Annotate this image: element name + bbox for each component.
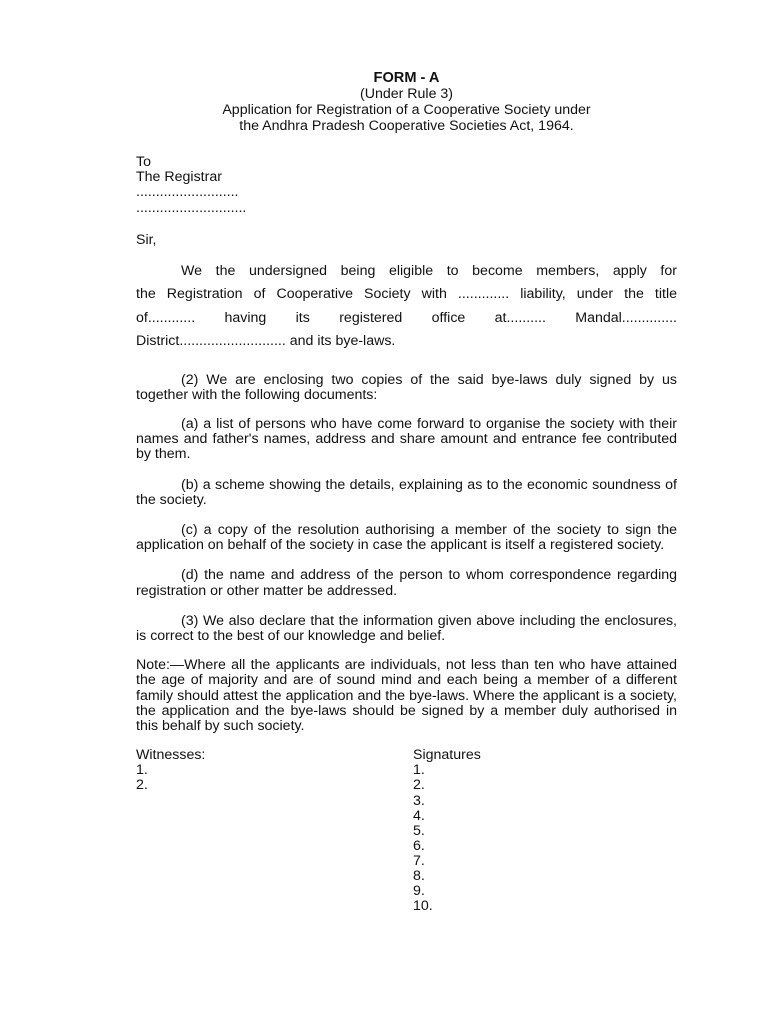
signature-line: 3. (413, 792, 425, 809)
signature-line: 5. (413, 822, 425, 839)
signature-line: 1. (413, 762, 425, 779)
document-item-b: (b) a scheme showing the details, explaining as to the economic soundness of the society. (136, 476, 677, 508)
form-heading-line-1: Application for Registration of a Cooperative Society under (222, 102, 591, 118)
addressee-blank-line-1: .......................... (136, 184, 239, 201)
signature-line: 8. (413, 868, 425, 885)
document-item-c: (c) a copy of the resolution authorising a member of the society to sign the application on behalf of the society in case the applicant is itself a registered society. (136, 522, 677, 554)
salutation: Sir, (136, 231, 157, 248)
intro-line-4: District........................... and its bye-laws. (136, 333, 396, 350)
witness-line: 2. (136, 777, 148, 794)
signature-line: 10. (413, 898, 433, 915)
intro-paragraph (136, 260, 677, 354)
addressee-registrar: The Registrar (136, 169, 222, 186)
document-item-d: (d) the name and address of the person to whom correspondence regarding registration or other matter be addressed. (136, 567, 677, 599)
witnesses-column (136, 748, 205, 793)
paragraph-3: (3) We also declare that the information given above including the enclosures, is correct to the best of our knowledge and belief. (136, 612, 677, 645)
signature-line: 6. (413, 837, 425, 854)
paragraph-2: (2) We are enclosing two copies of the said bye-laws duly signed by us together with the following documents: (136, 371, 677, 403)
signature-line: 7. (413, 852, 425, 869)
signature-line: 9. (413, 883, 425, 900)
signature-line: 2. (413, 777, 425, 794)
document-item-a: (a) a list of persons who have come forward to organise the society with their names and father's names, address and share amount and entrance fee contributed by them. (136, 416, 677, 463)
form-heading-line-2: the Andhra Pradesh Cooperative Societies Act, 1964. (239, 118, 574, 134)
intro-line-2: the Registration of Cooperative Society with ............. liability, under the title (136, 286, 677, 303)
witnesses-heading: Witnesses: (136, 747, 206, 764)
signatures-column (413, 748, 481, 914)
form-rule: (Under Rule 3) (359, 86, 454, 102)
witness-line: 1. (136, 762, 148, 779)
intro-line-1: We the undersigned being eligible to become members, apply for (181, 263, 677, 280)
note-paragraph: Note:—Where all the applicants are individuals, not less than ten who have attained the age of majority and are of sound mind and each being a member of a different family should attest the application and the bye-laws. Where the applicant is a society, the application and the bye-laws should be signed by a member duly authorised in this behalf by such society. (136, 657, 677, 735)
signature-line: 4. (413, 807, 425, 824)
signature-section (136, 748, 677, 918)
form-document (136, 70, 677, 918)
addressee-block (136, 155, 677, 216)
addressee-blank-line-2: ............................ (136, 199, 247, 216)
form-title: FORM - A (373, 70, 440, 86)
addressee-to: To (136, 154, 151, 170)
intro-line-3: of............ having its registered office at.......... Mandal.............. (136, 309, 677, 326)
signatures-heading: Signatures (413, 747, 481, 764)
